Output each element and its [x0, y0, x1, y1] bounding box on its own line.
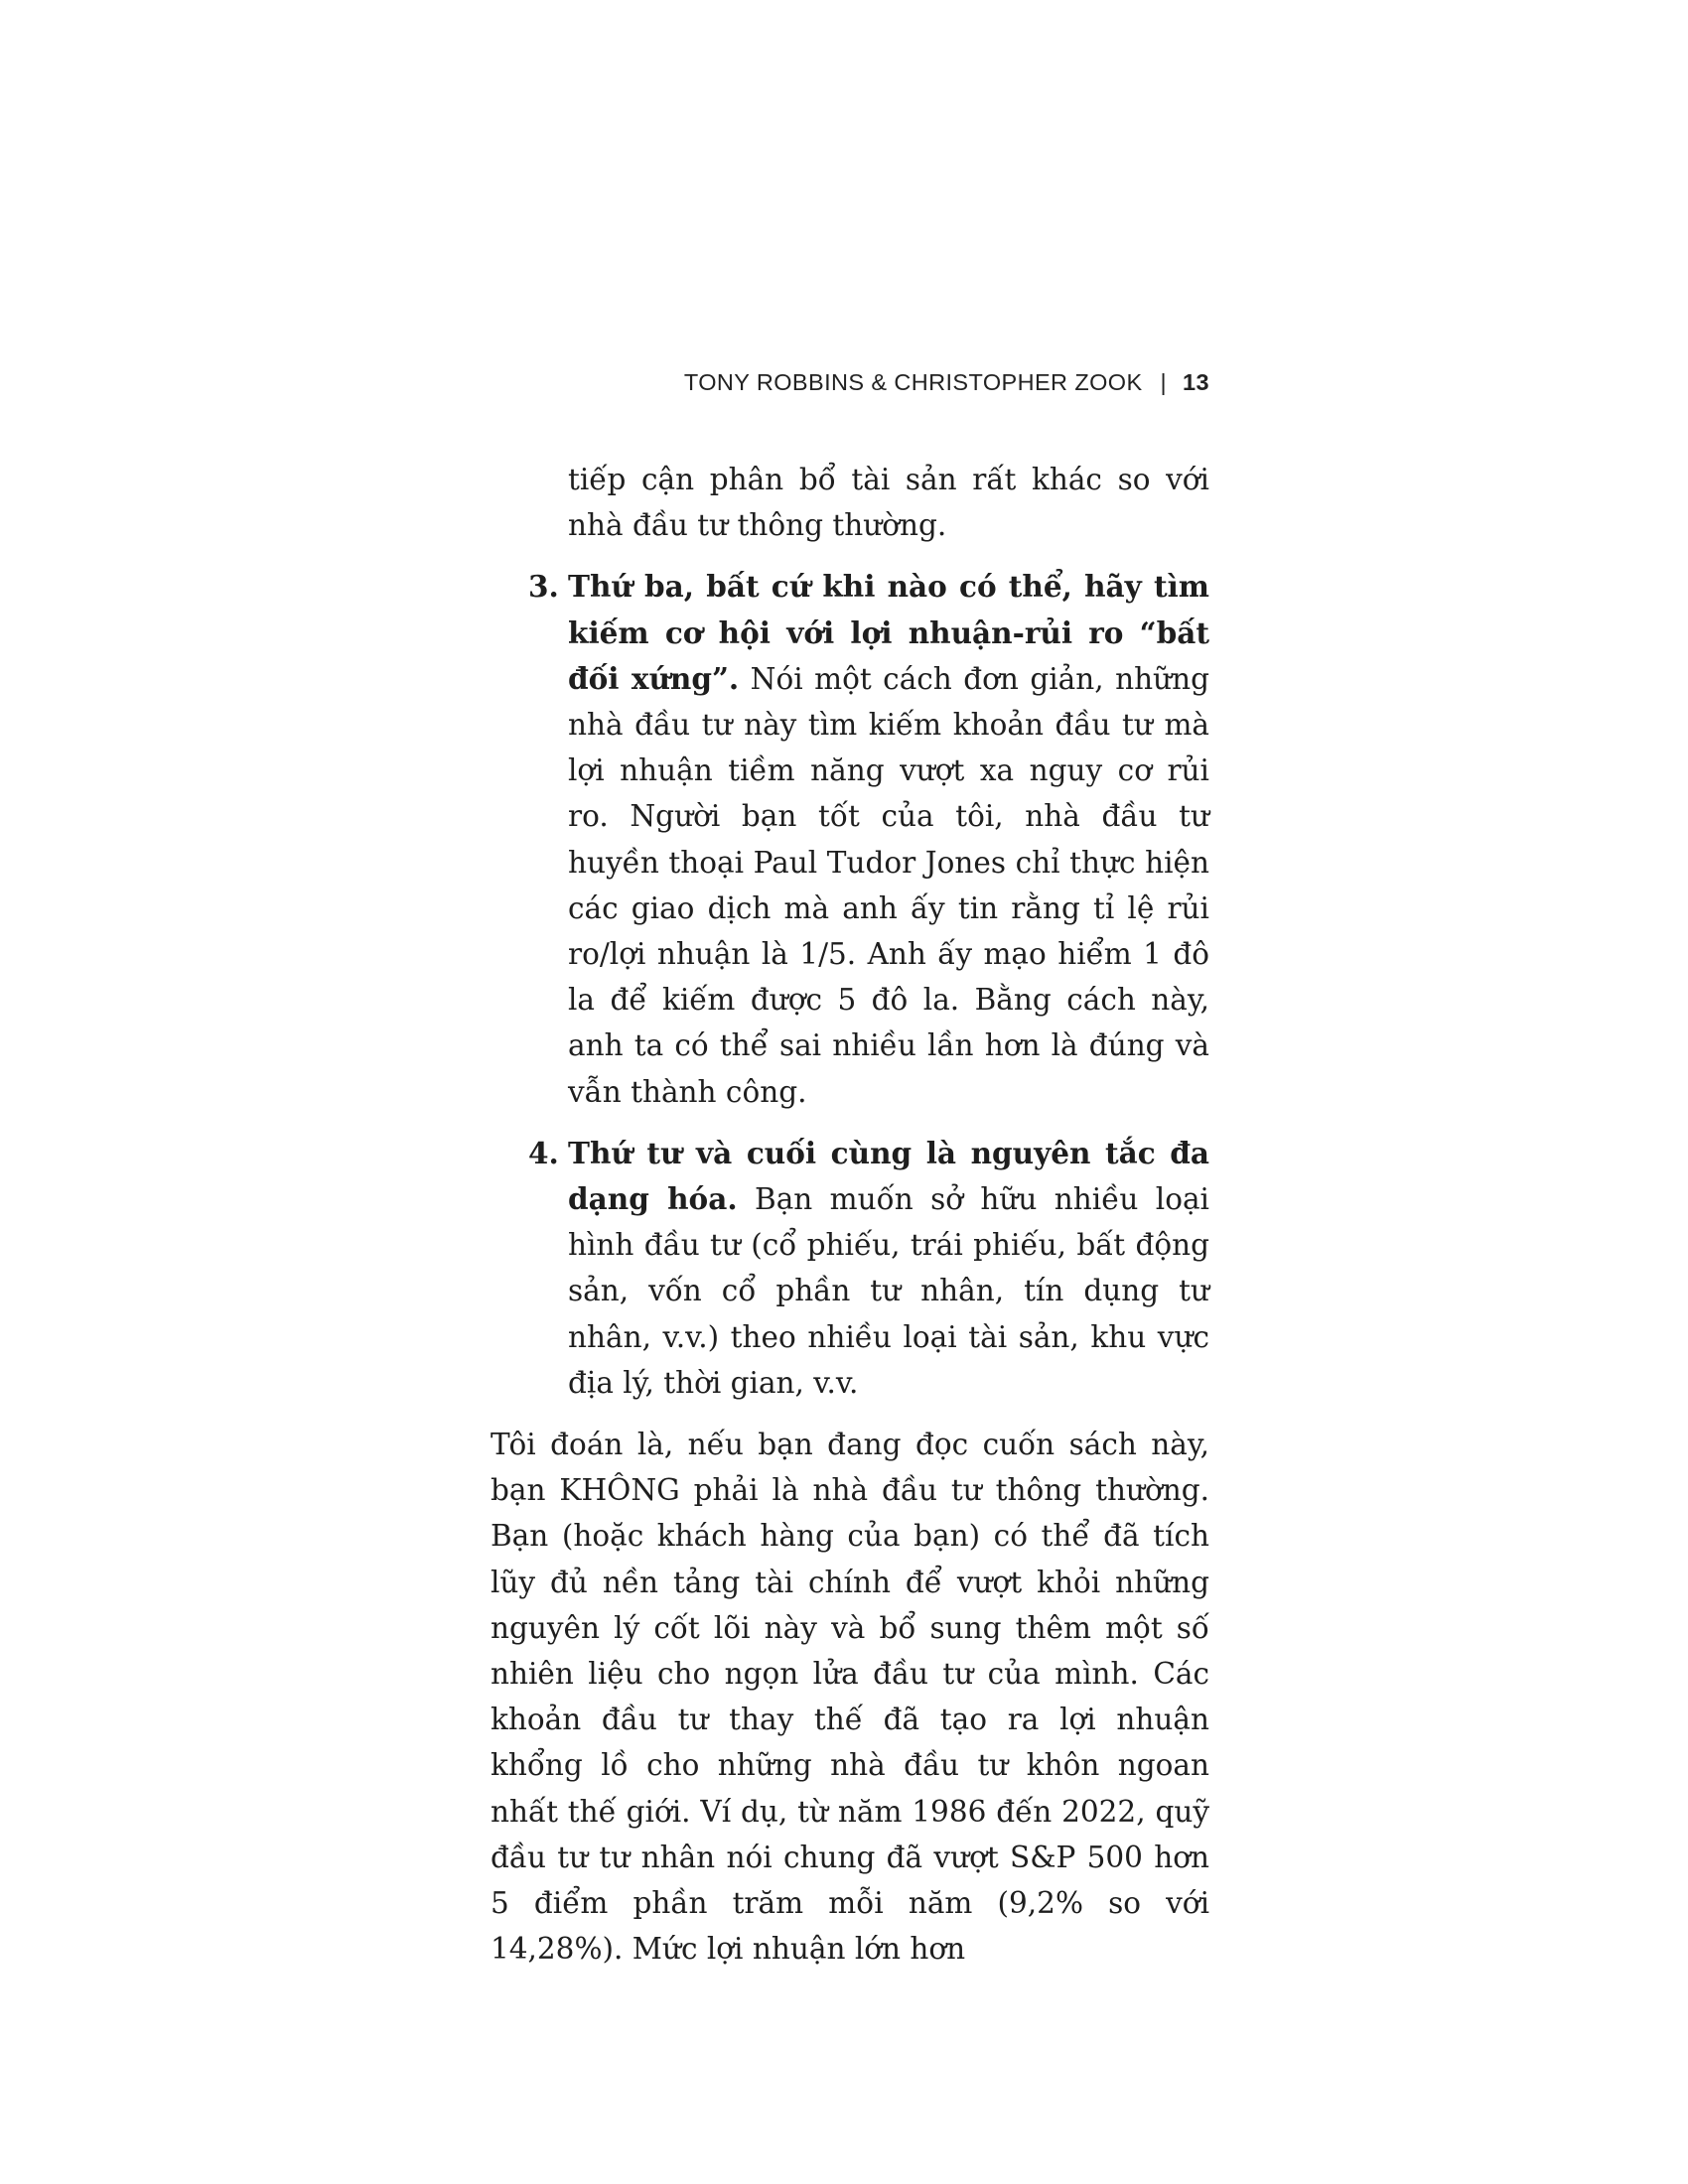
- list-item-text: Nói một cách đơn giản, những nhà đầu tư này tìm kiếm khoản đầu tư mà lợi nhuận tiềm năng vượt xa nguy cơ rủi ro. Người bạn tốt của tôi, nhà đầu tư huyền thoại Paul Tudor Jones chỉ thực hiện các giao dịch mà anh ấy tin rằng tỉ lệ rủi ro/lợi nhuận là 1/5. Anh ấy mạo hiểm 1 đô la để kiếm được 5 đô la. Bằng cách này, anh ta có thể sai nhiều lần hơn là đúng và vẫn thành công.: [568, 661, 1209, 1109]
- list-item-3: [491, 564, 1209, 1114]
- list-item-text: Bạn muốn sở hữu nhiều loại hình đầu tư (cổ phiếu, trái phiếu, bất động sản, vốn cổ phần tư nhân, tín dụng tư nhân, v.v.) theo nhiều loại tài sản, khu vực địa lý, thời gian, v.v.: [568, 1182, 1209, 1400]
- page-number: 13: [1183, 369, 1209, 395]
- list-item-lead: Thứ tư và cuối cùng là nguyên tắc đa dạng hóa.: [568, 1135, 1209, 1217]
- page-body: [491, 457, 1209, 1973]
- list-item-4: [491, 1131, 1209, 1406]
- running-header: [496, 369, 1209, 396]
- header-separator: |: [1160, 369, 1168, 395]
- list-item-number: 4.: [528, 1135, 559, 1170]
- list-item-number: 3.: [528, 569, 559, 605]
- running-title: TONY ROBBINS & CHRISTOPHER ZOOK: [683, 369, 1143, 395]
- continued-list-text: tiếp cận phân bổ tài sản rất khác so với nhà đầu tư thông thường.: [568, 463, 1209, 543]
- list-item-lead: Thứ ba, bất cứ khi nào có thể, hãy tìm kiếm cơ hội với lợi nhuận-rủi ro “bất đối xứng”.: [568, 569, 1209, 696]
- body-paragraph: Tôi đoán là, nếu bạn đang đọc cuốn sách này, bạn KHÔNG phải là nhà đầu tư thông thường. Bạn (hoặc khách hàng của bạn) có thể đã tích lũy đủ nền tảng tài chính để vượt khỏi những nguyên lý cốt lõi này và bổ sung thêm một số nhiên liệu cho ngọn lửa đầu tư của mình. Các khoản đầu tư thay thế đã tạo ra lợi nhuận khổng lồ cho những nhà đầu tư khôn ngoan nhất thế giới. Ví dụ, từ năm 1986 đến 2022, quỹ đầu tư tư nhân nói chung đã vượt S&P 500 hơn 5 điểm phần trăm mỗi năm (9,2% so với 14,28%). Mức lợi nhuận lớn hơn: [491, 1428, 1209, 1967]
